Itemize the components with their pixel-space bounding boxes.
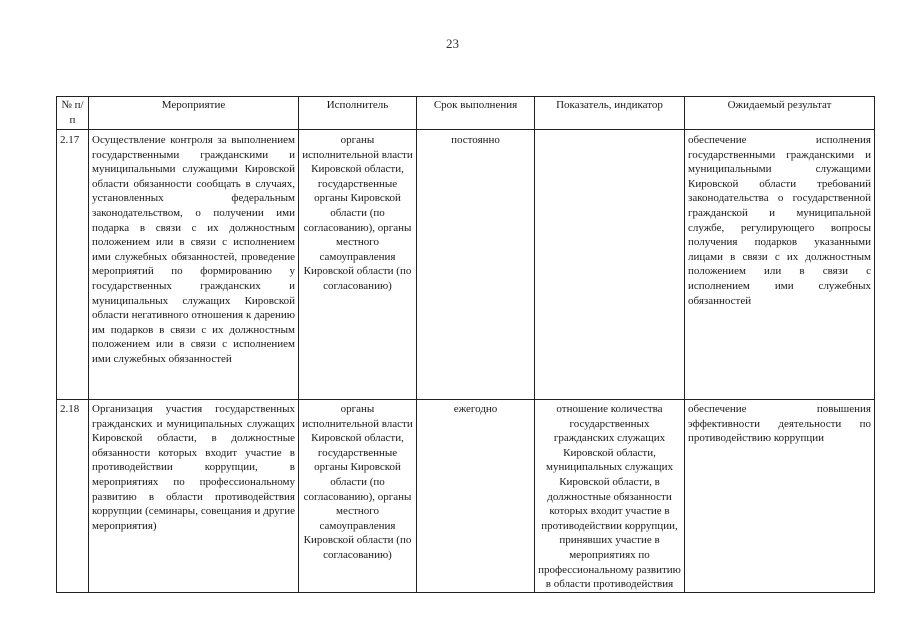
row-event: Осуществление контроля за выполнением государственными гражданскими и муниципальными служащими Кировской области обязанности сообщать в случаях, установленных федеральным законодательством, о получении ими подарка в связи с их должностным положением или в связи с исполнением ими служебных обязанностей, проведение мероприятий по формированию у государственных гражданских и муниципальных служащих Кировской области негативного отношения к дарению им подарков в связи с их должностным положением или в связи с исполнением ими служебных обязанностей: [89, 130, 299, 400]
action-plan-table: [56, 96, 875, 593]
header-event: Мероприятие: [89, 97, 299, 130]
table-row: [57, 130, 875, 400]
table-header-row: [57, 97, 875, 130]
row-event: Организация участия государственных гражданских и муниципальных служащих Кировской области, в должностные обязанности которых входит участие в противодействии коррупции, в мероприятиях по профессиональному развитию в области противодействия коррупции (семинары, совещания и другие мероприятия): [89, 400, 299, 593]
table-row: [57, 400, 875, 593]
row-indicator: [535, 130, 685, 400]
row-num: 2.18: [57, 400, 89, 593]
row-indicator: отношение количества государственных гражданских служащих Кировской области, муниципальных служащих Кировской области, в должностные обязанности которых входит участие в противодействии коррупции, принявших участие в мероприятиях по профессиональному развитию в области противодействия: [535, 400, 685, 593]
header-num: № п/п: [57, 97, 89, 130]
row-term: постоянно: [417, 130, 535, 400]
row-result: обеспечение повышения эффективности деятельности по противодействию коррупции: [685, 400, 875, 593]
header-executor: Исполнитель: [299, 97, 417, 130]
row-num: 2.17: [57, 130, 89, 400]
row-executor: органы исполнительной власти Кировской области, государственные органы Кировской области (по согласованию), органы местного самоуправления Кировской области (по согласованию): [299, 130, 417, 400]
header-result: Ожидаемый результат: [685, 97, 875, 130]
header-term: Срок выполнения: [417, 97, 535, 130]
row-result: обеспечение исполнения государственными гражданскими и муниципальными служащими Кировской области требований законодательства о государственной гражданской и муниципальной службе, регулирующего вопросы получения подарков указанными лицами в связи с их должностным положением или в связи с исполнением ими служебных обязанностей: [685, 130, 875, 400]
row-term: ежегодно: [417, 400, 535, 593]
row-executor: органы исполнительной власти Кировской области, государственные органы Кировской области (по согласованию), органы местного самоуправления Кировской области (по согласованию): [299, 400, 417, 593]
header-indicator: Показатель, индикатор: [535, 97, 685, 130]
page-number: 23: [446, 36, 459, 51]
